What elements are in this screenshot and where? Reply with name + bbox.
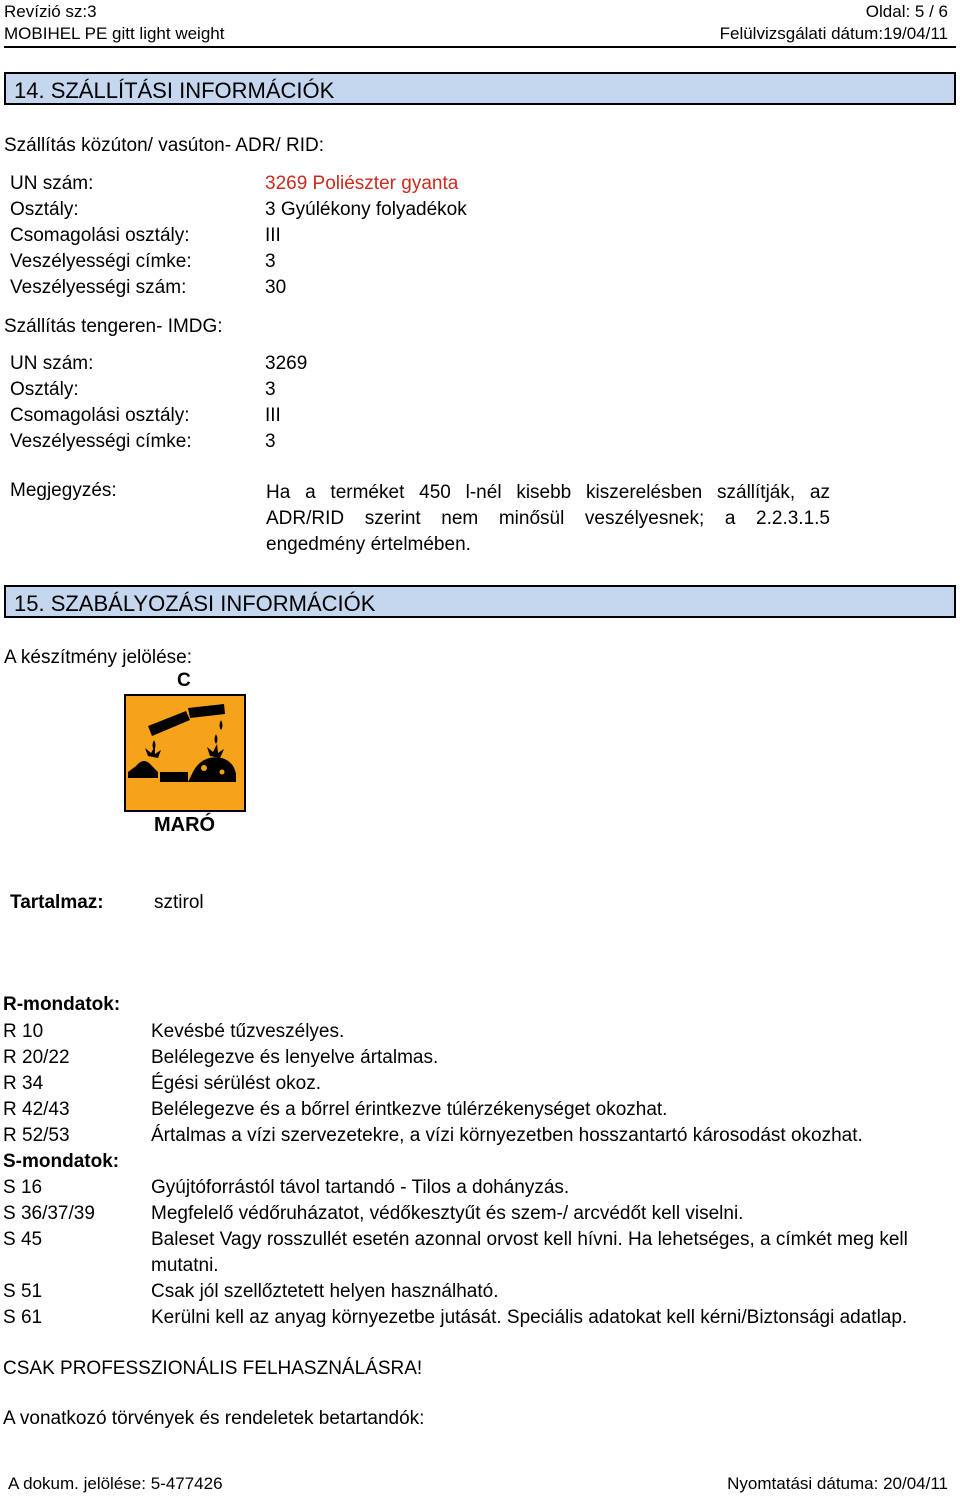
r-phrase-text: Belélegezve és a bőrrel érintkezve túlérzékenységet okozhat. [151, 1099, 668, 1120]
imdg-hazlabel-value: 3 [265, 431, 276, 452]
adr-un-value: 3269 Poliészter gyanta [265, 173, 459, 194]
s-phrase-text: Megfelelő védőruházatot, védőkesztyűt és szem-/ arcvédőt kell viselni. [151, 1203, 744, 1224]
review-date-label: Felülvizsgálati dátum: [719, 24, 884, 43]
r-phrase-code: R 52/53 [3, 1125, 70, 1146]
imdg-un-value: 3269 [265, 353, 308, 374]
imdg-hazlabel-label: Veszélyességi címke: [10, 431, 192, 452]
laws-notice: A vonatkozó törvények és rendeletek betartandók: [3, 1408, 425, 1429]
s-phrase-code: S 61 [3, 1307, 43, 1328]
s-phrase-text-continued: mutatni. [151, 1255, 219, 1276]
r-phrases-heading: R-mondatok: [3, 994, 121, 1015]
contains-label: Tartalmaz: [10, 892, 104, 913]
page-number: Oldal: 5 / 6 [865, 2, 948, 21]
revision-number: Revízió sz:3 [4, 2, 97, 21]
adr-class-value: 3 Gyúlékony folyadékok [265, 199, 467, 220]
s-phrase-code: S 16 [3, 1177, 43, 1198]
r-phrase-text: Égési sérülést okoz. [151, 1073, 322, 1094]
imdg-un-label: UN szám: [10, 353, 94, 374]
s-phrases-heading: S-mondatok: [3, 1151, 120, 1172]
adr-heading: Szállítás közúton/ vasúton- ADR/ RID: [4, 135, 324, 156]
corrosive-icon [124, 694, 246, 812]
product-name: MOBIHEL PE gitt light weight [4, 24, 225, 43]
contains-value: sztirol [154, 892, 204, 913]
s-phrase-text: Kerülni kell az anyag környezetbe jutását. Speciális adatokat kell kérni/Biztonsági adatlap. [151, 1307, 908, 1328]
s-phrase-code: S 51 [3, 1281, 43, 1302]
imdg-heading: Szállítás tengeren- IMDG: [4, 316, 223, 337]
note-text: Ha a terméket 450 l-nél kisebb kiszerelésben szállítják, az ADR/RID szerint nem minősül veszélyesnek; a 2.2.3.1.5 engedmény értelmében. [266, 482, 830, 555]
imdg-pack-value: III [265, 405, 281, 426]
review-date [720, 24, 948, 44]
adr-class-label: Osztály: [10, 199, 79, 220]
section-15-title: 15. SZABÁLYOZÁSI INFORMÁCIÓK [14, 591, 376, 616]
adr-pack-value: III [265, 225, 281, 246]
r-phrase-code: R 34 [3, 1073, 44, 1094]
imdg-class-label: Osztály: [10, 379, 79, 400]
r-phrase-code: R 20/22 [3, 1047, 70, 1068]
adr-haznum-label: Veszélyességi szám: [10, 277, 187, 298]
r-phrase-code: R 42/43 [3, 1099, 70, 1120]
adr-hazlabel-label: Veszélyességi címke: [10, 251, 192, 272]
corrosive-symbol [126, 696, 244, 810]
adr-haznum-value: 30 [265, 277, 287, 298]
professional-use-notice: CSAK PROFESSZIONÁLIS FELHASZNÁLÁSRA! [3, 1358, 423, 1379]
imdg-pack-label: Csomagolási osztály: [10, 405, 190, 426]
review-date-value: 19/04/11 [883, 24, 948, 43]
r-phrase-code: R 10 [3, 1021, 44, 1042]
doc-id [8, 1474, 223, 1494]
doc-id-label: A dokum. jelölése: [8, 1474, 146, 1493]
r-phrase-text: Belélegezve és lenyelve ártalmas. [151, 1047, 439, 1068]
r-phrase-text: Ártalmas a vízi szervezetekre, a vízi környezetben hosszantartó károsodást okozhat. [151, 1125, 863, 1146]
imdg-class-value: 3 [265, 379, 276, 400]
adr-hazlabel-value: 3 [265, 251, 276, 272]
pictogram-letter: C [177, 670, 191, 691]
print-date-value: 20/04/11 [883, 1474, 948, 1493]
s-phrase-code: S 45 [3, 1229, 43, 1250]
pictogram-name: MARÓ [154, 814, 216, 836]
adr-un-label: UN szám: [10, 173, 94, 194]
section-14-title: 14. SZÁLLÍTÁSI INFORMÁCIÓK [14, 78, 335, 103]
s-phrase-text: Csak jól szellőztetett helyen használható. [151, 1281, 499, 1302]
marking-label: A készítmény jelölése: [4, 647, 192, 668]
doc-id-value: 5-477426 [150, 1474, 223, 1493]
print-date [727, 1474, 948, 1494]
note-label: Megjegyzés: [10, 480, 117, 501]
adr-pack-label: Csomagolási osztály: [10, 225, 190, 246]
header-divider [4, 46, 956, 48]
section-14-heading [4, 72, 956, 105]
s-phrase-code: S 36/37/39 [3, 1203, 95, 1224]
s-phrase-text: Baleset Vagy rosszullét esetén azonnal orvost kell hívni. Ha lehetséges, a címkét meg kell [151, 1229, 908, 1250]
s-phrase-text: Gyújtóforrástól távol tartandó - Tilos a dohányzás. [151, 1177, 570, 1198]
print-date-label: Nyomtatási dátuma: [727, 1474, 879, 1493]
r-phrase-text: Kevésbé tűzveszélyes. [151, 1021, 345, 1042]
section-15-heading [4, 585, 956, 618]
